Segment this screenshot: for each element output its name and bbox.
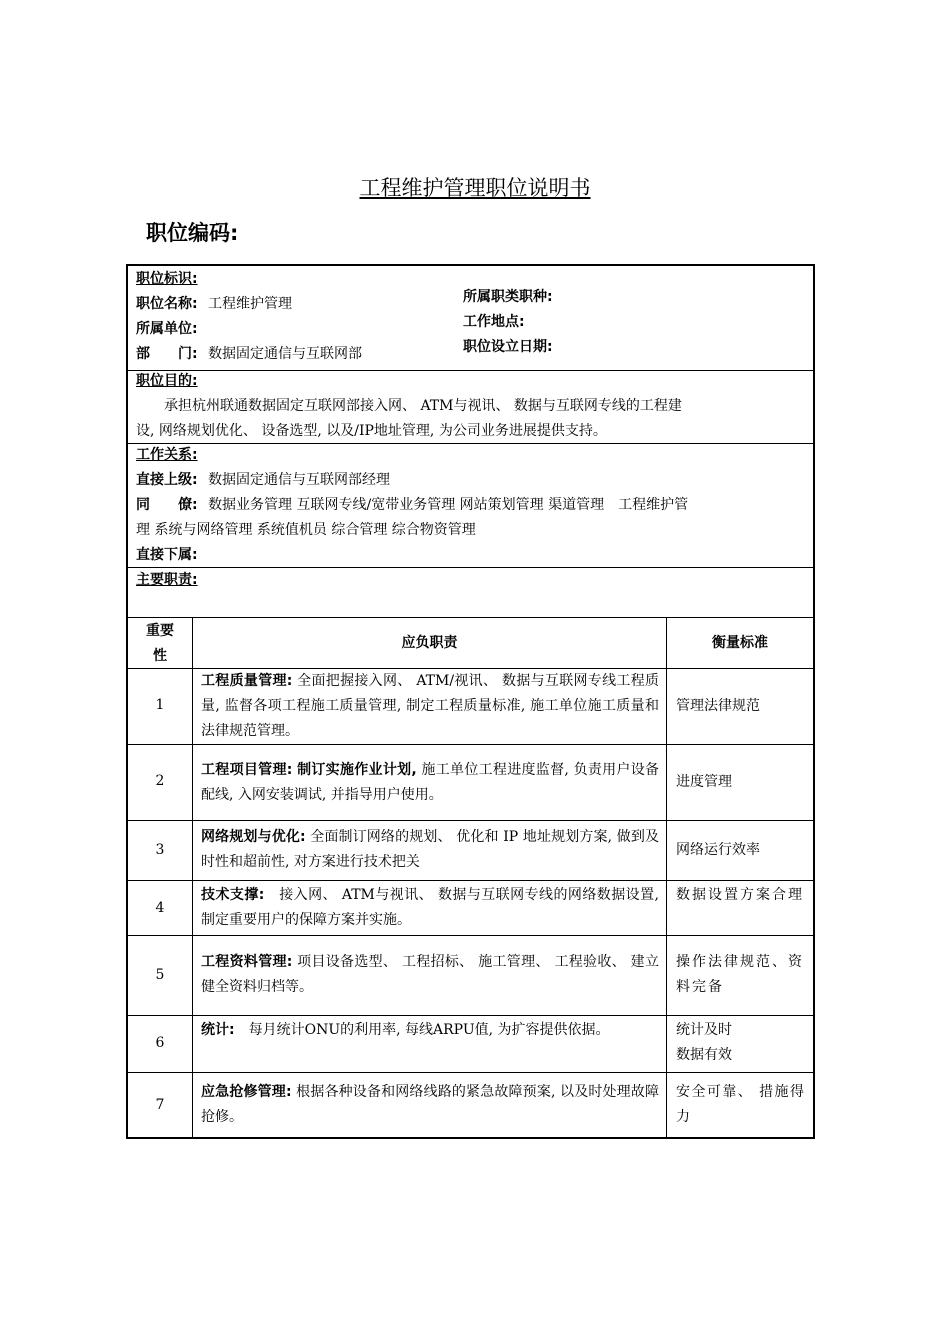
divider [126, 617, 815, 618]
row-number: 6 [155, 1035, 165, 1051]
peer-label: 同 僚: [136, 497, 198, 513]
header-importance [128, 619, 192, 669]
header-importance-line2: 性 [153, 648, 167, 664]
duty-title-2: 制订实施作业计划, [297, 762, 417, 778]
measure-text: 数据设置方案合理 [676, 887, 804, 903]
duty-title: 技术支撑: [201, 887, 265, 903]
duty-text [201, 950, 659, 1000]
duty-title: 工程项目管理: [201, 762, 293, 778]
unit-label: 所属单位: [136, 321, 198, 337]
purpose-text-line2: 设, 网络规划优化、 设备选型, 以及/IP地址管理, 为公司业务进展提供支持。 [136, 423, 607, 439]
row-number: 1 [155, 697, 165, 713]
column-divider [192, 617, 193, 1139]
establish-date-label: 职位设立日期: [463, 339, 553, 355]
superior-value: 数据固定通信与互联网部经理 [208, 472, 391, 488]
duty-body: 项目设备选型、 工程招标、 施工管理、 工程验收、 建立健全资料归档等。 [201, 954, 659, 995]
duty-body: 全面制订网络的规划、 优化和 IP 地址规划方案, 做到及时性和超前性, 对方案进行技术把关 [201, 829, 659, 870]
duty-title: 工程质量管理: [201, 673, 293, 689]
divider [126, 1072, 815, 1073]
duty-text [201, 758, 659, 808]
duty-text [201, 669, 659, 744]
duty-body: 全面把握接入网、 ATM/视讯、 数据与互联网专线工程质量, 监督各项工程施工质量管理, 制定工程质量标准, 施工单位施工质量和法律规范管理。 [201, 673, 660, 739]
measure-text: 管理法律规范 [676, 698, 760, 714]
peers [136, 493, 688, 518]
position-name [136, 292, 292, 317]
department-value: 数据固定通信与互联网部 [208, 346, 363, 362]
divider [126, 880, 815, 881]
divider [126, 935, 815, 936]
duty-body: 根据各种设备和网络线路的紧急故障预案, 以及时处理故障抢修。 [201, 1084, 659, 1125]
measure-text [676, 1018, 806, 1068]
position-code-label: 职位编码: [146, 221, 239, 245]
measure-line2: 数据有效 [676, 1047, 732, 1063]
row-number: 5 [155, 967, 165, 983]
relations-heading: 工作关系: [136, 447, 198, 463]
measure-text: 安全可靠、 措施得力 [676, 1084, 804, 1125]
duty-text [201, 1018, 659, 1043]
duty-text [201, 825, 659, 875]
department [136, 342, 362, 367]
measure-text: 操作法律规范、资料完备 [676, 954, 804, 995]
duty-text [201, 1080, 659, 1130]
purpose-text-line1: 承担杭州联通数据固定互联网部接入网、 ATM与视讯、 数据与互联网专线的工程建 [136, 398, 682, 414]
measure-line1: 统计及时 [676, 1022, 732, 1038]
duty-title: 工程资料管理: [201, 954, 293, 970]
measure-text: 网络运行效率 [676, 842, 760, 858]
header-importance-line1: 重要 [146, 623, 174, 639]
position-name-label: 职位名称: [136, 296, 198, 312]
duty-title: 网络规划与优化: [201, 829, 306, 845]
row-number: 2 [155, 773, 165, 789]
purpose-heading: 职位目的: [136, 373, 198, 389]
duties-heading: 主要职责: [136, 572, 198, 588]
header-duty: 应负职责 [401, 635, 458, 651]
duty-title: 应急抢修管理: [201, 1084, 292, 1100]
peer-line1: 数据业务管理 互联网专线/宽带业务管理 网站策划管理 渠道管理 工程维护管 [208, 497, 689, 513]
measure-text: 进度管理 [676, 774, 732, 790]
duty-body: 施工单位工程进度监督, 负责用户设备配线, 入网安装调试, 并指导用户使用。 [201, 762, 660, 803]
row-number: 7 [155, 1097, 165, 1113]
duty-title: 统计: [201, 1022, 235, 1038]
peer-line2: 理 系统与网络管理 系统值机员 综合管理 综合物资管理 [136, 522, 476, 538]
row-number: 3 [155, 842, 165, 858]
duty-body: 每月统计ONU的利用率, 每线ARPU值, 为扩容提供依据。 [234, 1022, 610, 1038]
divider [126, 567, 815, 568]
subordinate-label: 直接下属: [136, 547, 198, 563]
department-label: 部 门: [136, 346, 198, 362]
divider [126, 820, 815, 821]
document-title: 工程维护管理职位说明书 [359, 176, 591, 200]
position-name-value: 工程维护管理 [208, 296, 293, 312]
direct-superior [136, 468, 390, 493]
identity-heading: 职位标识: [136, 271, 198, 287]
duty-body: 接入网、 ATM与视讯、 数据与互联网专线的网络数据设置, 制定重要用户的保障方案并实施。 [201, 887, 659, 928]
column-divider [666, 617, 667, 1139]
divider [126, 1015, 815, 1016]
row-number: 4 [155, 900, 165, 916]
duty-text [201, 883, 659, 933]
category-label: 所属职类职种: [463, 289, 553, 305]
header-measure: 衡量标准 [712, 635, 768, 651]
location-label: 工作地点: [463, 314, 525, 330]
superior-label: 直接上级: [136, 472, 198, 488]
divider [126, 370, 815, 371]
divider [126, 744, 815, 745]
